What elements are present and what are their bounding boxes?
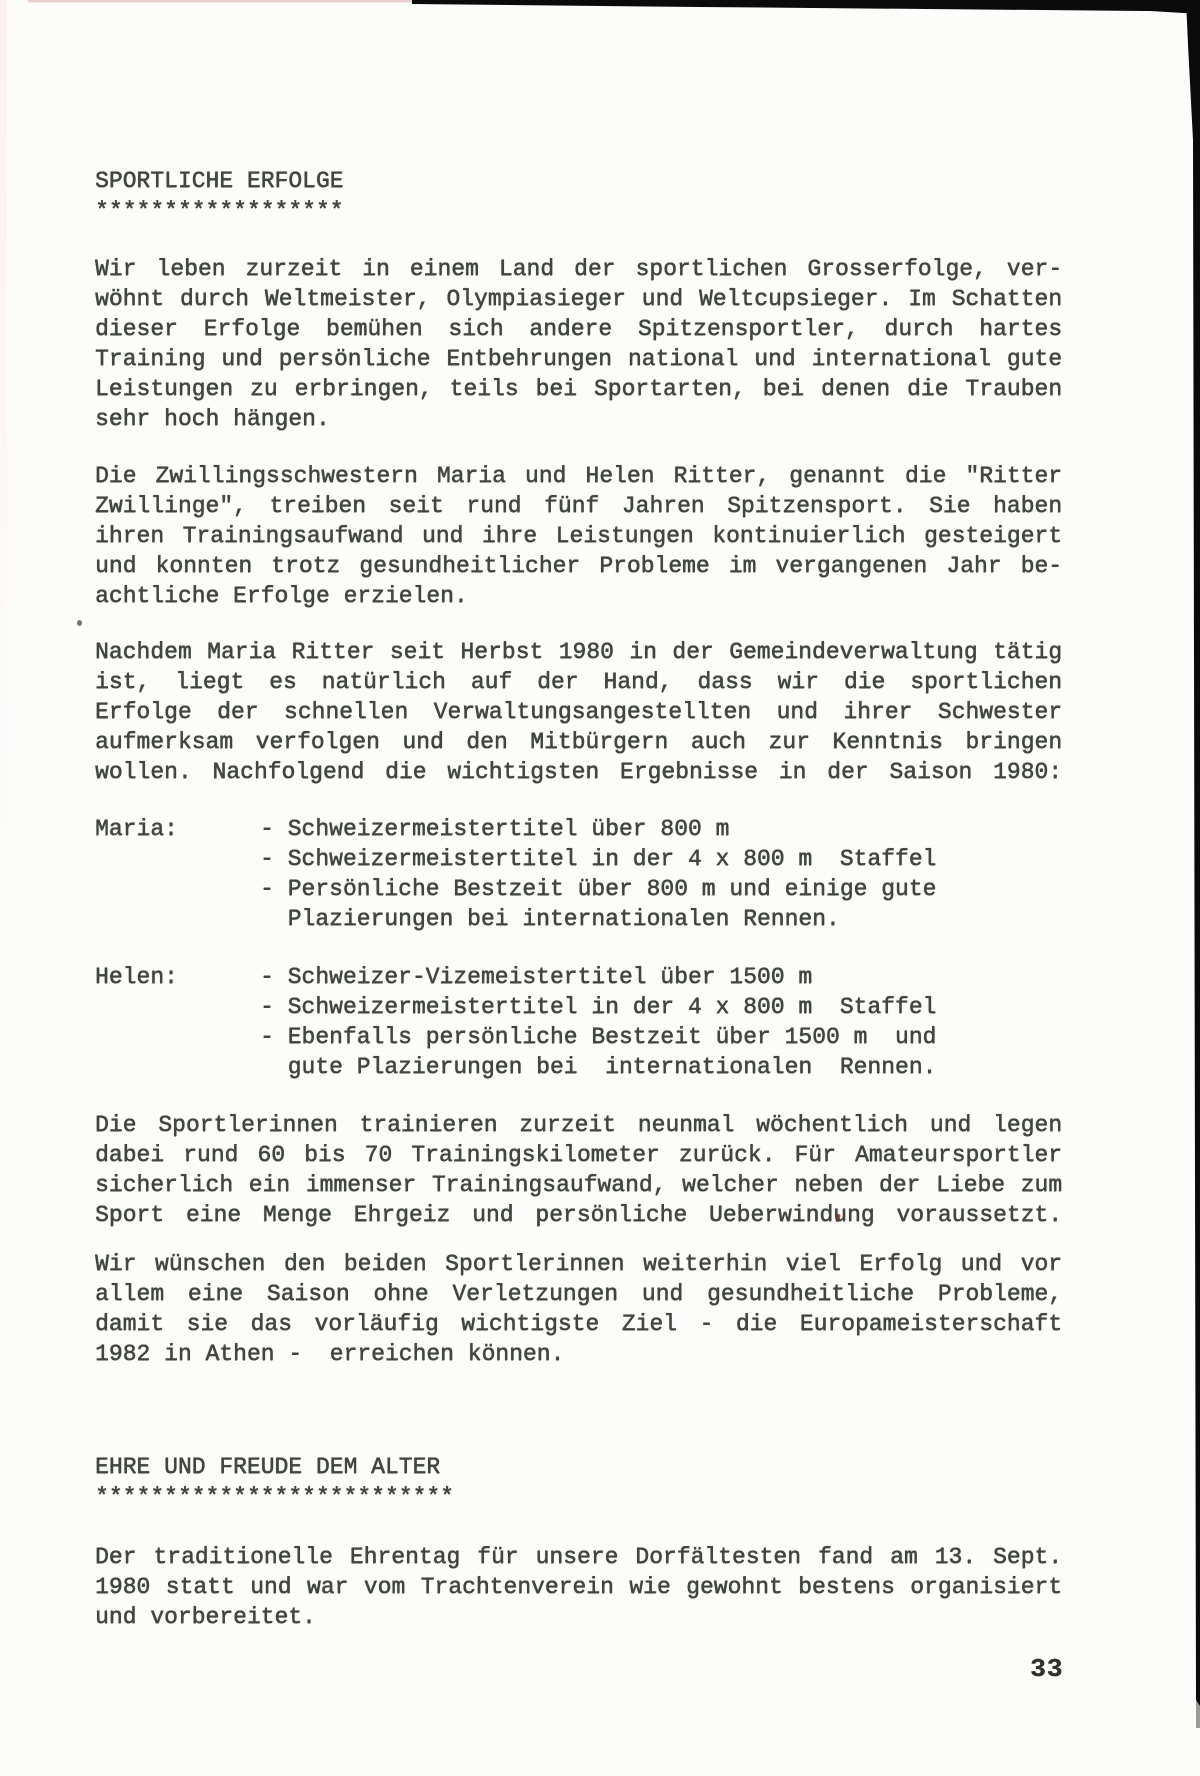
list-line: - Schweizermeistertitel in der 4 x 800 m Staffel [260,994,937,1020]
paragraph-p6 [95,1249,1062,1369]
text-line: aufmerksam verfolgen und den Mitbürgern auch zur Kenntnis bringen [95,729,1062,755]
text-line: allem eine Saison ohne Verletzungen und gesundheitliche Probleme, [95,1281,1062,1307]
list-label: Helen: [95,964,178,990]
heading-text: EHRE UND FREUDE DEM ALTER [95,1454,441,1480]
text-line: und vorbereitet. [95,1604,316,1630]
scan-edge-top [0,0,1200,18]
text-line: Sport eine Menge Ehrgeiz und persönliche Ueberwindung voraussetzt. [95,1202,1062,1228]
text-line: achtliche Erfolge erzielen. [95,583,468,609]
heading-text: SPORTLICHE ERFOLGE [95,168,344,194]
list-lines [260,962,1062,1082]
scan-edge-right [1180,0,1200,1776]
text-line: 1980 statt und war vom Trachtenverein wie gewohnt bestens organisiert [95,1574,1062,1600]
text-line: Leistungen zu erbringen, teils bei Sportarten, bei denen die Trauben [95,376,1062,402]
list-line: Plazierungen bei internationalen Rennen. [260,906,840,932]
section-heading [95,1452,1062,1512]
text-line: Nachdem Maria Ritter seit Herbst 1980 in der Gemeindeverwaltung tätig [95,639,1062,665]
text-line: Training und persönliche Entbehrungen national und international gute [95,346,1062,372]
result-list-maria [95,814,1062,934]
text-line: sicherlich ein immenser Trainingsaufwand, welcher neben der Liebe zum [95,1172,1062,1198]
heading-underline-asterisks: ************************** [95,1484,454,1510]
text-line: wöhnt durch Weltmeister, Olympiasieger und Weltcupsieger. Im Schatten [95,286,1062,312]
text-line: ist, liegt es natürlich auf der Hand, dass wir die sportlichen [95,669,1062,695]
page-number: 33 [1030,1654,1064,1684]
list-line: - Schweizermeistertitel in der 4 x 800 m Staffel [260,846,937,872]
margin-dot-artifact [77,620,82,626]
paragraph-p2 [95,461,1062,611]
list-line: - Schweizermeistertitel über 800 m [260,816,730,842]
text-line: dabei rund 60 bis 70 Trainingskilometer zurück. Für Amateursportler [95,1142,1062,1168]
text-line: Die Sportlerinnen trainieren zurzeit neunmal wöchentlich und legen [95,1112,1062,1138]
text-line: sehr hoch hängen. [95,406,330,432]
text-line: Die Zwillingsschwestern Maria und Helen Ritter, genannt die "Ritter [95,463,1062,489]
text-line: und konnten trotz gesundheitlicher Probleme im vergangenen Jahr be- [95,553,1062,579]
text-line: ihren Trainingsaufwand und ihre Leistungen kontinuierlich gesteigert [95,523,1062,549]
text-line: Der traditionelle Ehrentag für unsere Dorfältesten fand am 13. Sept. [95,1544,1062,1570]
text-line: Zwillinge", treiben seit rund fünf Jahren Spitzensport. Sie haben [95,493,1062,519]
list-line: - Ebenfalls persönliche Bestzeit über 1500 m und [260,1024,937,1050]
paragraph-p3 [95,637,1062,787]
text-line: damit sie das vorläufig wichtigste Ziel - die Europameisterschaft [95,1311,1062,1337]
text-line: Erfolge der schnellen Verwaltungsangestellten und ihrer Schwester [95,699,1062,725]
list-line: - Persönliche Bestzeit über 800 m und einige gute [260,876,937,902]
list-lines [260,814,1062,934]
paragraph-p7 [95,1542,1062,1632]
paragraph-p1 [95,254,1062,434]
text-line: wollen. Nachfolgend die wichtigsten Ergebnisse in der Saison 1980: [95,759,1062,785]
list-label: Maria: [95,816,178,842]
result-list-helen [95,962,1062,1082]
paragraph-p5 [95,1110,1062,1230]
list-line: - Schweizer-Vizemeistertitel über 1500 m [260,964,813,990]
text-line: dieser Erfolge bemühen sich andere Spitzensportler, durch hartes [95,316,1062,342]
text-line: Wir wünschen den beiden Sportlerinnen weiterhin viel Erfolg und vor [95,1251,1062,1277]
heading-underline-asterisks: ****************** [95,198,344,224]
list-line: gute Plazierungen bei internationalen Rennen. [260,1054,937,1080]
text-line: Wir leben zurzeit in einem Land der sportlichen Grosserfolge, ver- [95,256,1062,282]
text-line: 1982 in Athen - erreichen können. [95,1341,565,1367]
section-heading [95,166,1062,226]
scan-noise-left [0,0,7,900]
